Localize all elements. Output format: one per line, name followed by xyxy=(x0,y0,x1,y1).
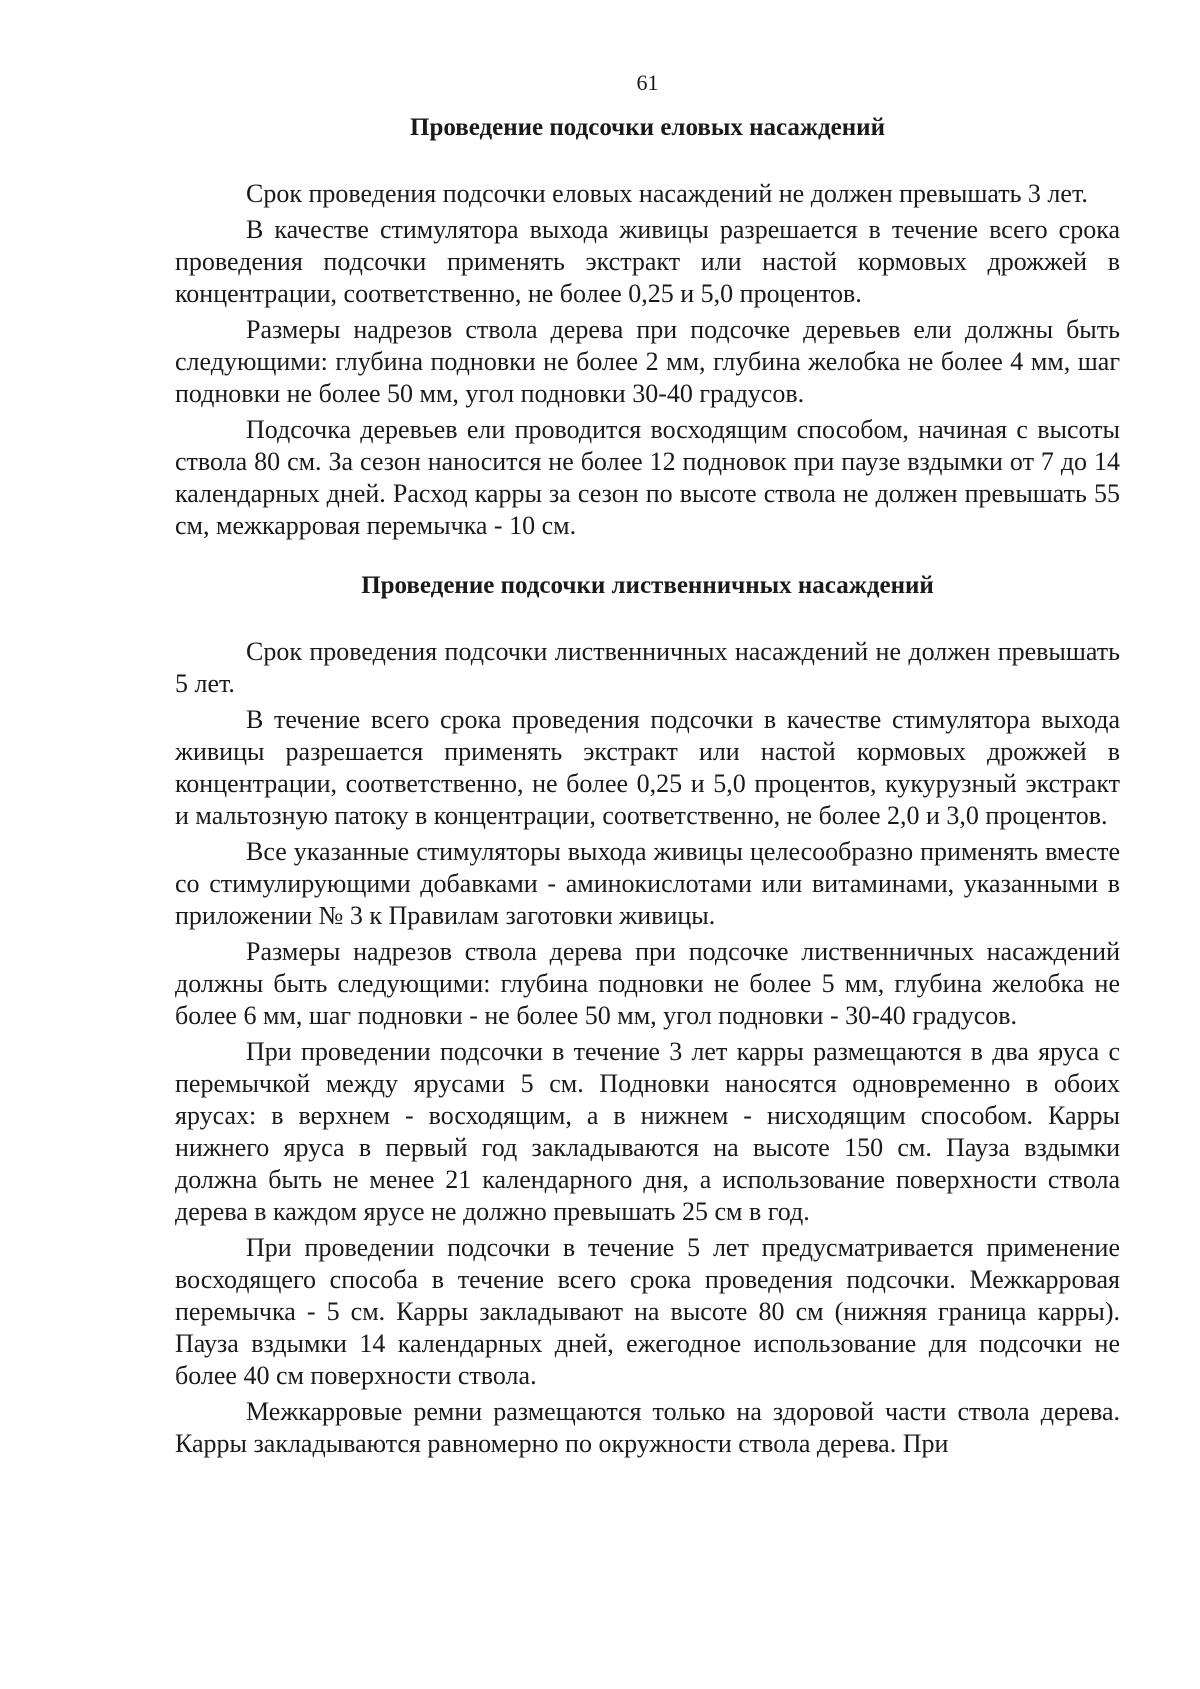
page-number: 61 xyxy=(636,70,659,95)
paragraph: Размеры надрезов ствола дерева при подсочке деревьев ели должны быть следующими: глубина подновки не более 2 мм, глубина желобка не более 4 мм, шаг подновки не более 50 мм, угол подновки 30-40 градусов. xyxy=(175,315,1120,408)
paragraph: При проведении подсочки в течение 5 лет предусматривается применение восходящего способа в течение всего срока проведения подсочки. Межкарровая перемычка - 5 см. Карры закладывают на высоте 80 см (нижняя граница карры). Пауза вздымки 14 календарных дней, ежегодное использование для подсочки не более 40 см поверхности ствола. xyxy=(175,1233,1120,1390)
section-title: Проведение подсочки еловых насаждений xyxy=(410,114,885,141)
section-title: Проведение подсочки лиственничных насаждений xyxy=(361,572,934,599)
paragraph: Межкарровые ремни размещаются только на здоровой части ствола дерева. Карры закладываются равномерно по окружности ствола дерева. При xyxy=(175,1397,1120,1458)
paragraph: Подсочка деревьев ели проводится восходящим способом, начиная с высоты ствола 80 см. За сезон наносится не более 12 подновок при паузе вздымки от 7 до 14 календарных дней. Расход карры за сезон по высоте ствола не должен превышать 55 см, межкарровая перемычка - 10 см. xyxy=(175,415,1120,540)
paragraph: При проведении подсочки в течение 3 лет карры размещаются в два яруса с перемычкой между ярусами 5 см. Подновки наносятся одновременно в обоих ярусах: в верхнем - восходящим, а в нижнем - нисходящим способом. Карры нижнего яруса в первый год закладываются на высоте 150 см. Пауза вздымки должна быть не менее 21 календарного дня, а использование поверхности ствола дерева в каждом ярусе не должно превышать 25 см в год. xyxy=(175,1037,1120,1226)
paragraph: Срок проведения подсочки еловых насаждений не должен превышать 3 лет. xyxy=(246,179,1088,208)
paragraph: В качестве стимулятора выхода живицы разрешается в течение всего срока проведения подсочки применять экстракт или настой кормовых дрожжей в концентрации, соответственно, не более 0,25 и 5,0 процентов. xyxy=(175,215,1120,308)
paragraph: Срок проведения подсочки лиственничных насаждений не должен превышать 5 лет. xyxy=(175,637,1120,698)
paragraph: Все указанные стимуляторы выхода живицы целесообразно применять вместе со стимулирующими добавками - аминокислотами или витаминами, указанными в приложении № 3 к Правилам заготовки живицы. xyxy=(175,837,1120,930)
paragraph: В течение всего срока проведения подсочки в качестве стимулятора выхода живицы разрешается применять экстракт или настой кормовых дрожжей в концентрации, соответственно, не более 0,25 и 5,0 процентов, кукурузный экстракт и мальтозную патоку в концентрации, соответственно, не более 2,0 и 3,0 процентов. xyxy=(175,705,1120,830)
document-page xyxy=(175,70,1120,1464)
paragraph: Размеры надрезов ствола дерева при подсочке лиственничных насаждений должны быть следующими: глубина подновки не более 5 мм, глубина желобка не более 6 мм, шаг подновки - не более 50 мм, угол подновки - 30-40 градусов. xyxy=(175,937,1120,1030)
